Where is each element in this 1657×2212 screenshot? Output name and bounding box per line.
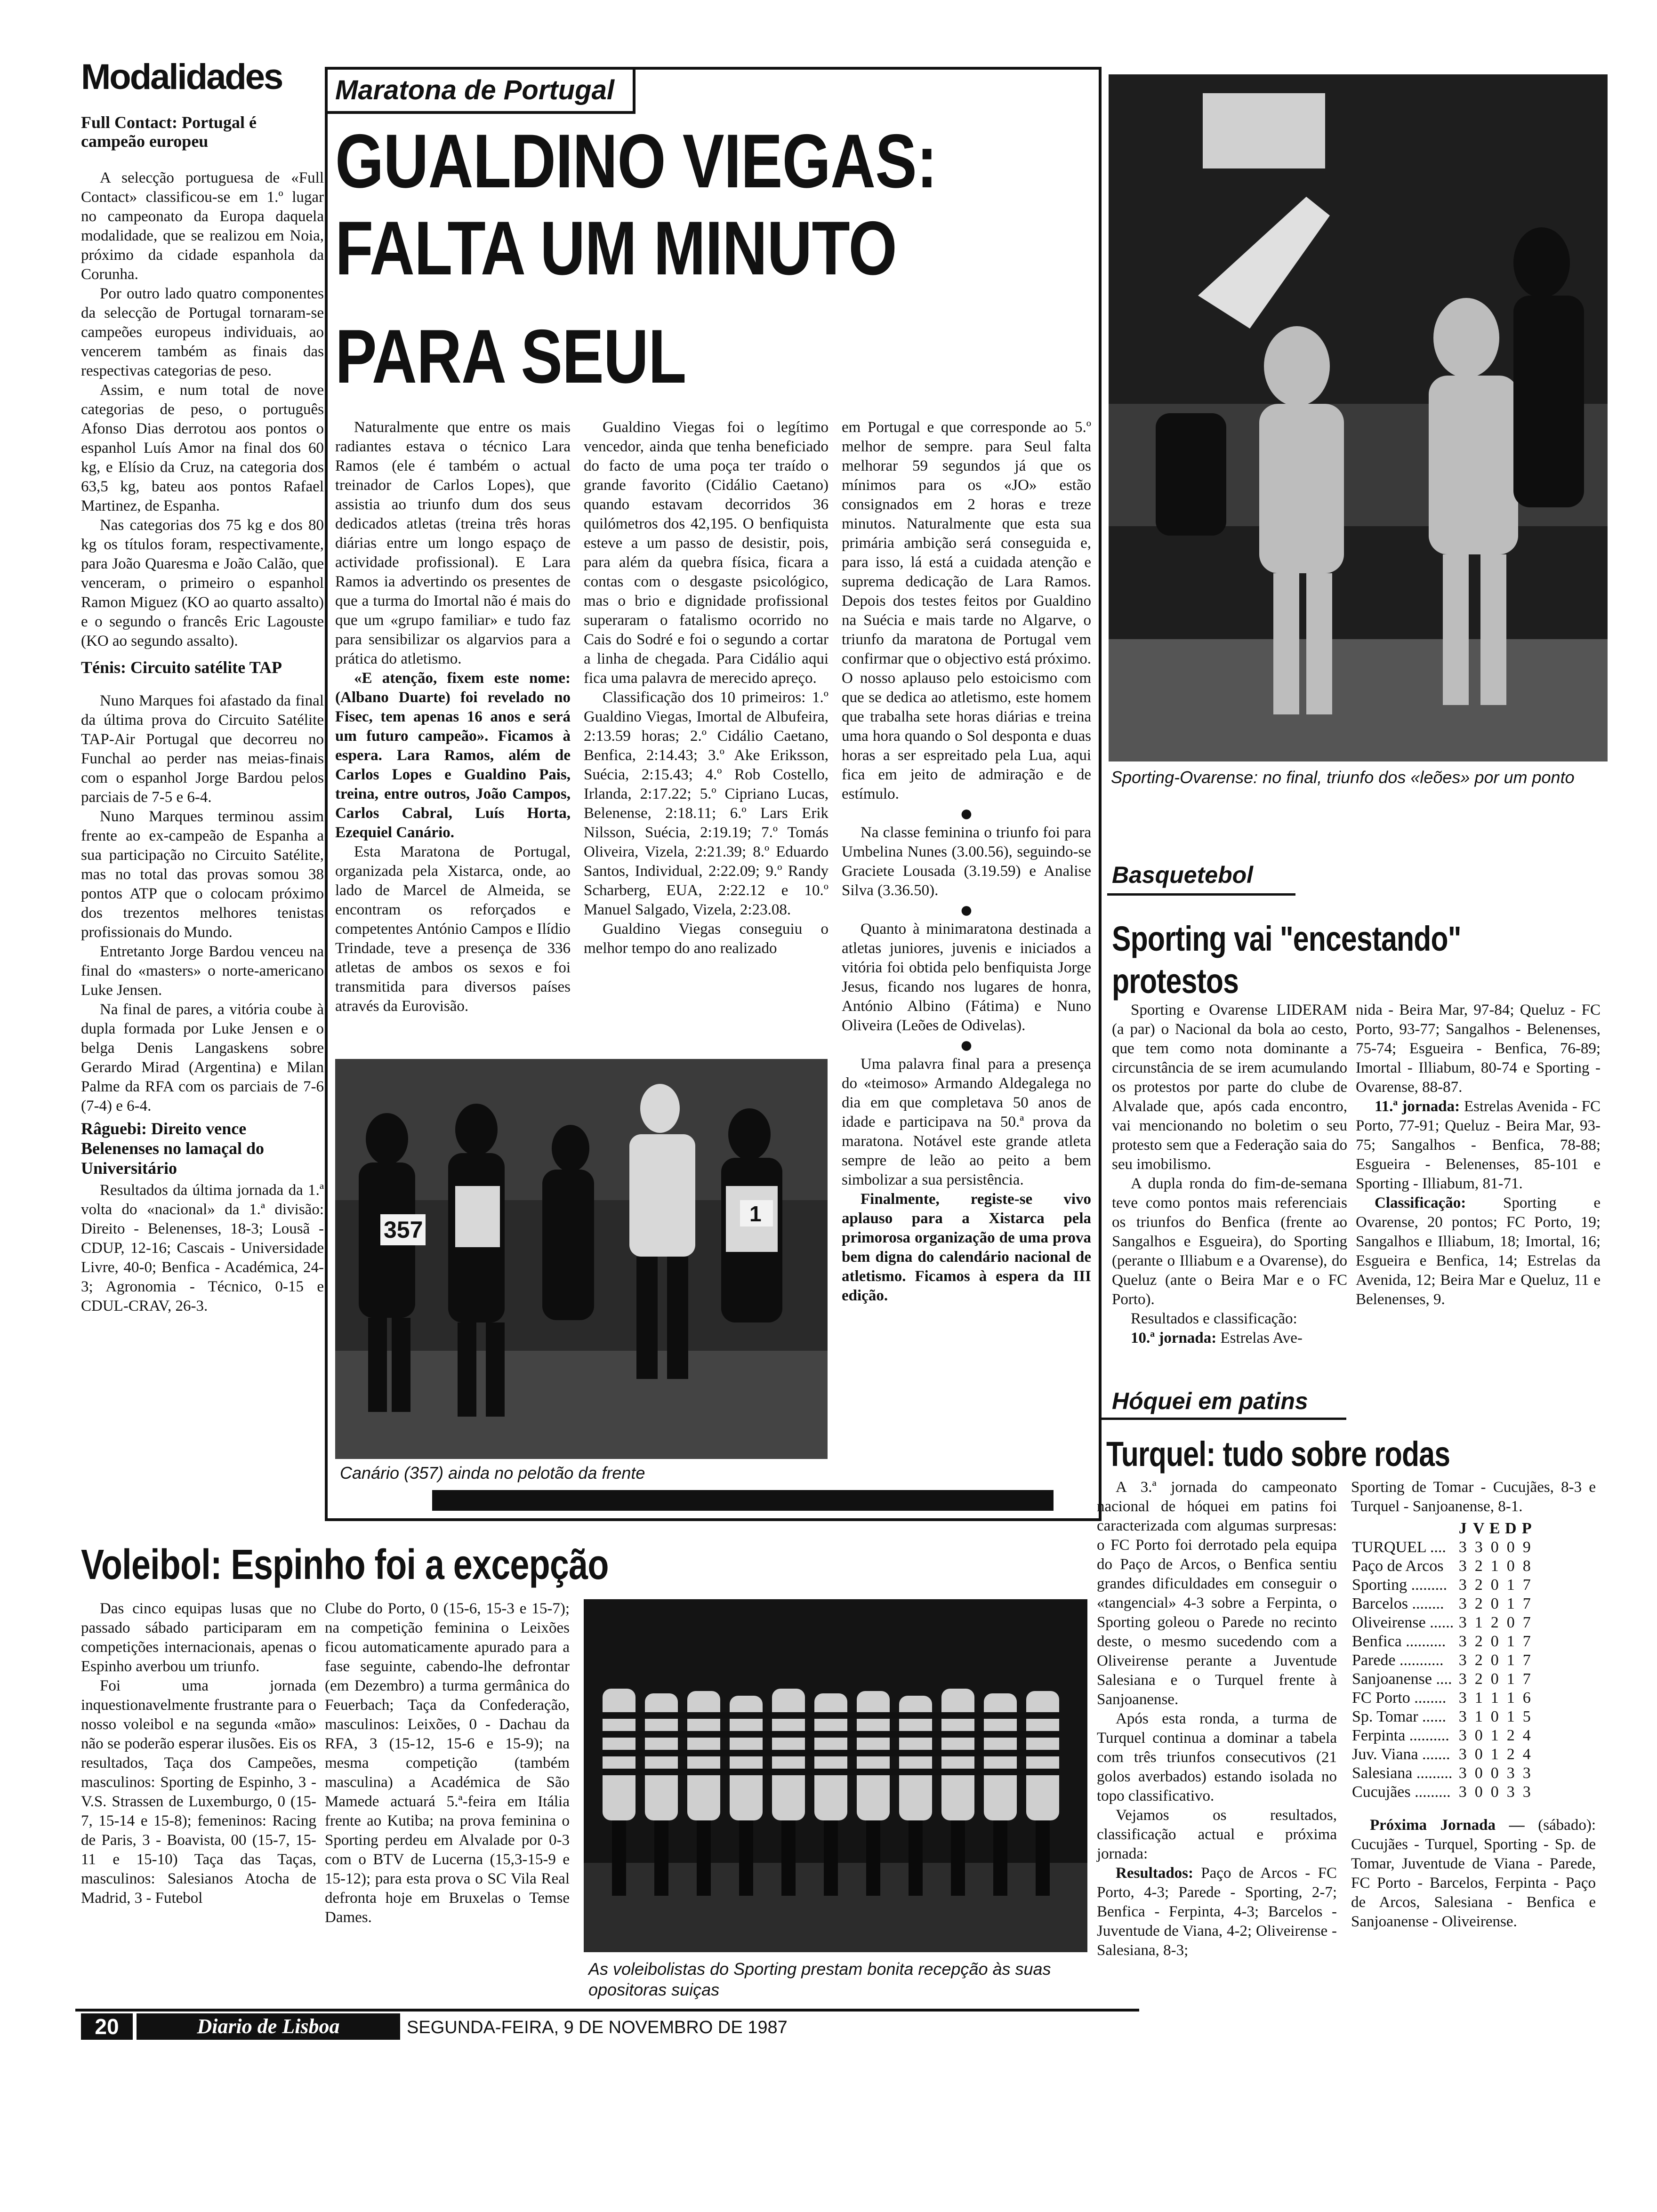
- stat-cell: 3: [1458, 1783, 1467, 1801]
- proxima-text: (sábado): Cucujães - Turquel, Sporting - Sp. de Tomar, Juventude de Viana - Parede, FC Porto - Barcelos, Ferpinta - Paço de Arcos, Salesiana - Benfica e Sanjoanense - Oliveirense.: [1351, 1817, 1596, 1930]
- table-row: [1351, 1764, 1535, 1783]
- left-column: [81, 113, 324, 1316]
- section-underline: [1107, 893, 1295, 896]
- table-header-row: [1351, 1519, 1535, 1538]
- paragraph: Após esta ronda, a turma de Turquel continua a dominar a tabela com três triunfos consecutivos (21 golos averbados) estando isolada no topo classificativo.: [1097, 1710, 1337, 1804]
- stat-cell: 3: [1522, 1783, 1531, 1801]
- team-name: Cucujães .........: [1352, 1783, 1451, 1801]
- stat-cell: 5: [1522, 1708, 1531, 1725]
- stat-cell: 0: [1490, 1576, 1499, 1594]
- paragraph: em Portugal e que corresponde ao 5.º melhor de sempre. para Seul falta melhorar 59 segundos já que os mínimos para os «JO» estão consignados em 2 horas e treze minutos. Naturalmente que esta sua primária ambição será conseguida e, para isso, lá está a cuidada atenção e suprema dedicação de Lara Ramos. Depois dos testes feitos por Gualdino na Suécia e mais tarde no Algarve, o triunfo da maratona de Portugal vem confirmar que o objectivo está próximo. O nosso aplauso pelo estoicismo com que se dedica ao atletismo, este homem que trabalha sete horas diárias e treina uma hora quando o Sol desponta e duas horas a ser espreitado pela Lua, aqui fica em jeito de admiração e de estímulo.: [842, 419, 1091, 802]
- issue-date: SEGUNDA-FEIRA, 9 DE NOVEMBRO DE 1987: [407, 2018, 788, 2037]
- stat-cell: 3: [1458, 1576, 1467, 1594]
- stat-cell: 6: [1522, 1689, 1531, 1707]
- table-row: [1351, 1651, 1535, 1670]
- stat-cell: 0: [1474, 1746, 1483, 1763]
- stat-cell: 0: [1474, 1727, 1483, 1744]
- stat-cell: 3: [1458, 1633, 1467, 1650]
- col-header: J: [1458, 1520, 1467, 1537]
- stat-cell: 2: [1506, 1746, 1515, 1763]
- stat-cell: 0: [1506, 1557, 1515, 1575]
- paragraph: Resultados e classificação:: [1131, 1310, 1297, 1327]
- paragraph: Por outro lado quatro componentes da selecção de Portugal tornaram-se campeões europeus individuais, ao vencerem também as finais das respectivas categorias de peso.: [81, 285, 324, 379]
- stat-cell: 7: [1522, 1595, 1531, 1612]
- paragraph: Nas categorias dos 75 kg e dos 80 kg os títulos foram, respectivamente, para João Quaresma e João Calão, que venceram, o primeiro o espanhol Ramon Miguez (KO ao quarto assalto) e o segundo o francês Eric Lagouste (KO ao segundo assalto).: [81, 517, 324, 649]
- fullcontact-heading: Full Contact: Portugal é campeão europeu: [81, 113, 257, 151]
- col-header: E: [1489, 1520, 1500, 1537]
- voleibol-photo: [584, 1599, 1087, 1952]
- section-hoquei: Hóquei em patins: [1112, 1388, 1308, 1414]
- section-modalidades: Modalidades: [81, 57, 282, 97]
- stat-cell: 1: [1474, 1708, 1483, 1725]
- stat-cell: 1: [1506, 1651, 1515, 1669]
- stat-cell: 9: [1522, 1539, 1531, 1556]
- stat-cell: 1: [1506, 1576, 1515, 1594]
- stat-cell: 3: [1458, 1746, 1467, 1763]
- paragraph: «E atenção, fixem este nome: (Albano Duarte) foi revelado no Fisec, tem apenas 16 anos e será um futuro campeão». Ficamos à espera. Lara Ramos, além de Carlos Lopes e Gualdino Pais, treina, entre outros, João Campos, Carlos Cabral, Luís Horta, Ezequiel Canário.: [335, 670, 571, 841]
- table-row: [1351, 1538, 1535, 1557]
- jornada-label: 10.ª jornada:: [1131, 1330, 1217, 1346]
- maratona-headline-2: FALTA UM MINUTO: [335, 206, 897, 291]
- basketball-col-1: [1112, 1001, 1347, 1348]
- stat-cell: 1: [1474, 1689, 1483, 1707]
- stat-cell: 0: [1490, 1783, 1499, 1801]
- section-underline: [1102, 1418, 1346, 1420]
- team-name: FC Porto ........: [1352, 1689, 1447, 1707]
- stat-cell: 0: [1474, 1764, 1483, 1782]
- stat-cell: 3: [1458, 1708, 1467, 1725]
- team-name: Barcelos ........: [1352, 1595, 1444, 1612]
- stat-cell: 2: [1474, 1633, 1483, 1650]
- stat-cell: 2: [1506, 1727, 1515, 1744]
- table-row: [1351, 1745, 1535, 1764]
- paragraph: Das cinco equipas lusas que no passado sábado participaram em competições internacionais, apenas o Espinho averbou um triunfo.: [81, 1600, 316, 1675]
- paragraph: Sporting de Tomar - Cucujães, 8-3 e Turquel - Sanjoanense, 8-1.: [1351, 1479, 1596, 1515]
- maratona-kicker: Maratona de Portugal: [335, 75, 614, 105]
- team-name: Juv. Viana .......: [1352, 1746, 1450, 1763]
- paragraph: nida - Beira Mar, 97-84; Queluz - FC Porto, 93-77; Sangalhos - Belenenses, 75-74; Esgueira - Benfica, 76-89; Imortal - Illiabum, 80-74 e Sporting - Ovarense, 88-87.: [1356, 1002, 1601, 1096]
- footer-rule: [75, 2009, 1139, 2012]
- stat-cell: 0: [1490, 1595, 1499, 1612]
- paragraph: Na final de pares, a vitória coube à dupla formada por Luke Jensen e o belga Denis Langaskens sobre Gerardo Mirad (Argentina) e Milan Palme da RFA com os parciais de 7-6 (7-4) e 6-4.: [81, 1001, 324, 1114]
- section-basquetebol: Basquetebol: [1112, 862, 1254, 888]
- paragraph: Gualdino Viegas foi o legítimo vencedor, ainda que tenha beneficiado do facto de uma poça ter traído o grande favorito (Cidálio Caetano) quando estavam decorridos 36 quilómetros dos 42,195. O benfiquista esteve a um passo de desistir, pois, para além da quebra física, ficara a contas com o desgaste psicológico, mas o brio e dignidade profissional superaram o fatalismo ocorrido no Cais do Sodré e foi o segundo a cortar a linha de chegada. Para Cidálio aqui fica uma palavra de merecido apreço.: [584, 419, 828, 687]
- paragraph: Naturalmente que entre os mais radiantes estava o técnico Lara Ramos (ele é também o actual treinador de Carlos Lopes), que assistia ao triunfo dum dos seus dedicados atletas (treina três horas diárias entre um longo espaço de actividade profissional). E Lara Ramos ia advertindo os presentes de que a turma do Imortal não é mais do que um «grupo familiar» e tudo faz para sensibilizar os algarvios para a prática do atletismo.: [335, 419, 571, 667]
- stat-cell: 1: [1490, 1557, 1499, 1575]
- page-number: 20: [81, 2013, 133, 2040]
- stat-cell: 3: [1506, 1783, 1515, 1801]
- table-row: [1351, 1783, 1535, 1802]
- team-name: Parede ...........: [1352, 1651, 1444, 1669]
- paragraph: Entretanto Jorge Bardou venceu na final do «masters» o norte-americano Luke Jensen.: [81, 943, 324, 999]
- stat-cell: 0: [1490, 1670, 1499, 1688]
- voleibol-photo-caption: As voleibolistas do Sporting prestam bonita recepção às suas opositoras suiças: [588, 1959, 1051, 1999]
- stat-cell: 3: [1458, 1764, 1467, 1782]
- paragraph: Finalmente, registe-se vivo aplauso para a Xistarca pela primorosa organização de uma prova bem digna do calendário nacional de atletismo. Ficamos à espera da III edição.: [842, 1191, 1091, 1304]
- paragraph: A dupla ronda do fim-de-semana teve como pontos mais referenciais os triunfos do Benfica (frente ao Sangalhos e Esgueira), do Sporting (perante o Illiabum e a Ovarense), do Queluz (ante o Beira Mar e o FC Porto).: [1112, 1175, 1347, 1308]
- team-name: Salesiana .........: [1352, 1764, 1453, 1782]
- stat-cell: 3: [1522, 1764, 1531, 1782]
- bullet-icon: ●: [959, 898, 973, 922]
- table-row: [1351, 1726, 1535, 1745]
- team-name: Sporting .........: [1352, 1576, 1448, 1594]
- basketball-photo-caption: Sporting-Ovarense: no final, triunfo dos «leões» por um ponto: [1111, 768, 1575, 787]
- proxima-label: Próxima Jornada —: [1370, 1817, 1525, 1834]
- stat-cell: 2: [1474, 1670, 1483, 1688]
- basketball-col-2: [1356, 1001, 1601, 1309]
- stat-cell: 1: [1506, 1595, 1515, 1612]
- stat-cell: 1: [1490, 1727, 1499, 1744]
- paragraph: Esta Maratona de Portugal, organizada pela Xistarca, onde, ao lado de Marcel de Almeida, se encontram os reforçados e competentes António Campos e Ilídio Trindade, teve a presença de 336 atletas de ambos os sexos e foi transmitida para diversos países através da Eurovisão.: [335, 843, 571, 1015]
- basketball-illustration: [1109, 74, 1608, 761]
- stat-cell: 4: [1522, 1727, 1531, 1744]
- stat-cell: 7: [1522, 1651, 1531, 1669]
- stat-cell: 3: [1458, 1539, 1467, 1556]
- marathon-photo: [335, 1059, 828, 1459]
- stat-cell: 1: [1506, 1689, 1515, 1707]
- maratona-headline-3: PARA SEUL: [335, 314, 686, 399]
- stat-cell: 1: [1474, 1614, 1483, 1631]
- paragraph: A 3.ª jornada do campeonato nacional de hóquei em patins foi caracterizada com algumas surpresas: o FC Porto foi derrotado pela equipa do Paço de Arcos, o Benfica sentiu grandes dificuldades em conseguir o «tangencial» 4-3 sobre a Ferpinta, o Sporting goleou o Parede no recinto deste, o mesmo sucedendo com a Oliveirense perante a Juventude Salesiana e o Turquel frente à Sanjoanense.: [1097, 1479, 1337, 1708]
- paragraph: Clube do Porto, 0 (15-6, 15-3 e 15-7); na competição feminina o Leixões ficou automaticamente apurado para a fase seguinte, cabendo-lhe defrontar (em Dezembro) a turma germânica do Feuerbach; Taça da Confederação, masculinos: Leixões, 0 - Dachau da RFA, 3 (15-12, 15-6 e 15-9); na mesma competição (também masculina) a Académica de São Mamede actuará 5.ª-feira em Itália frente ao Kutiba; na prova feminina o Sporting perdeu em Alvalade por 0-3 com o BTV de Lucerna (15,3-15-9 e 15-12); para esta prova o SC Vila Real defronta hoje em Bruxelas o Temse Dames.: [325, 1600, 570, 1926]
- stat-cell: 0: [1490, 1651, 1499, 1669]
- paragraph: Assim, e num total de nove categorias de peso, o português Afonso Dias derrotou aos pontos o espanhol Luís Amor na final dos 60 kg, e Elísio da Cruz, na categoria dos 63,5 kg, bateu aos pontos Rafael Martinez, de Espanha.: [81, 382, 324, 514]
- stat-cell: 3: [1458, 1557, 1467, 1575]
- jornada-label: 11.ª jornada:: [1375, 1098, 1460, 1115]
- col-header: P: [1521, 1520, 1532, 1537]
- results-label: Resultados:: [1116, 1865, 1194, 1882]
- jornada-text: Estrelas Avenida - FC Porto, 77-91; Queluz - Beira Mar, 93-75; Sangalhos - Benfica, 78-88; Esgueira - Belenenses, 85-101 e Sporting - Illiabum, 81-71.: [1356, 1098, 1601, 1192]
- paragraph: Uma palavra final para a presença do «teimoso» Armando Aldegalega no dia em que completava 50 anos de idade e participava na 50.ª prova da maratona. Notável este grande atleta sempre de leão ao peito a bem simbolizar a sua persistência.: [842, 1056, 1091, 1188]
- stat-cell: 7: [1522, 1670, 1531, 1688]
- maratona-col-3: [842, 418, 1091, 1306]
- paragraph: Vejamos os resultados, classificação actual e próxima jornada:: [1097, 1807, 1337, 1862]
- stat-cell: 2: [1474, 1595, 1483, 1612]
- stat-cell: 2: [1474, 1651, 1483, 1669]
- stat-cell: 3: [1506, 1764, 1515, 1782]
- basketball-headline: Sporting vai "encestando" protestos: [1112, 919, 1461, 1001]
- stat-cell: 1: [1506, 1633, 1515, 1650]
- team-name: Sp. Tomar ......: [1352, 1708, 1447, 1725]
- stat-cell: 2: [1474, 1576, 1483, 1594]
- paragraph: Classificação dos 10 primeiros: 1.º Gualdino Viegas, Imortal de Albufeira, 2:13.59 horas; 2.º Cidálio Caetano, Benfica, 2:14.43; 3.º Ake Eriksson, Suécia, 2:15.43; 4.º Rob Costello, Irlanda, 2:17.22; 5.º Cipriano Lucas, Belenense, 2:18.11; 6.º Lars Erik Nilsson, Suécia, 2:19.19; 7.º Tomás Oliveira, Vizela, 2:21.39; 8.º Eduardo Santos, Individual, 2:22.09; 9.º Randy Scharberg, EUA, 2:22.12 e 10.º Manuel Salgado, Vizela, 2:23.08.: [584, 689, 828, 918]
- table-row: [1351, 1613, 1535, 1632]
- paragraph: Sporting e Ovarense LIDERAM (a par) o Nacional da bola ao cesto, que tem como nota dominante a circunstância de se irem acumulando os protestos por parte do clube de Alvalade que, após cada encontro, vai mencionando no boletim o seu protesto sem que a Federação saia do seu imobilismo.: [1112, 1002, 1347, 1173]
- stat-cell: 8: [1522, 1557, 1531, 1575]
- stat-cell: 7: [1522, 1614, 1531, 1631]
- hoquei-headline: Turquel: tudo sobre rodas: [1106, 1435, 1450, 1474]
- maratona-col-2: [584, 418, 828, 958]
- paragraph: Nuno Marques terminou assim frente ao ex-campeão de Espanha a sua participação no Circuito Satélite, mas no total das provas somou 38 pontos ATP que o colocam próximo dos trezentos melhores tenistas profissionais do Mundo.: [81, 808, 324, 941]
- table-row: [1351, 1689, 1535, 1707]
- col-header: D: [1504, 1520, 1517, 1537]
- team-name: TURQUEL ....: [1352, 1539, 1446, 1556]
- stat-cell: 0: [1490, 1708, 1499, 1725]
- hoquei-col-2: [1351, 1478, 1596, 1931]
- standings-body: [1351, 1538, 1535, 1802]
- stat-cell: 3: [1458, 1595, 1467, 1612]
- paragraph: Quanto à minimaratona destinada a atletas juniores, juvenis e iniciados a vitória foi obtida pelo benfiquista Jorge Jesus, ficando nos lugares de honra, António Albino (Fátima) e Nuno Oliveira (Leões de Odivelas).: [842, 921, 1091, 1034]
- bullet-icon: ●: [959, 801, 973, 826]
- paragraph: A selecção portuguesa de «Full Contact» classificou-se em 1.º lugar no campeonato da Europa daquela modalidade, que se realizou em Noia, próximo da cidade espanhola da Corunha.: [81, 169, 324, 283]
- team-name: Sanjoanense ....: [1352, 1670, 1452, 1688]
- paragraph: Na classe feminina o triunfo foi para Umbelina Nunes (3.00.56), seguindo-se Graciete Lousada (3.19.59) e Analise Silva (3.36.50).: [842, 824, 1091, 899]
- stat-cell: 0: [1506, 1539, 1515, 1556]
- hoquei-standings-table: [1351, 1519, 1535, 1802]
- team-name: Paço de Arcos: [1352, 1557, 1444, 1575]
- tenis-heading: Ténis: Circuito satélite TAP: [81, 658, 282, 677]
- basketball-photo: [1109, 74, 1608, 761]
- voleibol-headline: Voleibol: Espinho foi a excepção: [81, 1541, 609, 1588]
- paragraph: Resultados da última jornada da 1.ª volta do «nacional» da 1.ª divisão: Direito - Belenenses, 18-3; Lousã - CDUP, 12-16; Cascais - Universidade Livre, 40-0; Benfica - Académica, 24-3; Agronomia - Técnico, 0-15 e CDUL-CRAV, 26-3.: [81, 1182, 324, 1314]
- stat-cell: 7: [1522, 1576, 1531, 1594]
- stat-cell: 3: [1458, 1651, 1467, 1669]
- table-row: [1351, 1632, 1535, 1651]
- col-header: V: [1472, 1520, 1485, 1537]
- jornada-text: Estrelas Ave-: [1220, 1330, 1303, 1346]
- stat-cell: 3: [1458, 1727, 1467, 1744]
- stat-cell: 3: [1458, 1614, 1467, 1631]
- table-row: [1351, 1576, 1535, 1595]
- volleyball-team-illustration: [584, 1599, 1087, 1952]
- stat-cell: 1: [1506, 1708, 1515, 1725]
- stat-cell: 3: [1458, 1689, 1467, 1707]
- stat-cell: 0: [1490, 1633, 1499, 1650]
- table-row: [1351, 1557, 1535, 1576]
- hoquei-col-1: [1097, 1478, 1337, 1960]
- paragraph: Foi uma jornada inquestionavelmente frustrante para o nosso voleibol e na segunda «mão» não se poderão esperar ilusões. Eis os resultados, Taça dos Campeões, masculinos: Sporting de Espinho, 3 - V.S. Strassen de Luxemburgo, 0 (15-7, 15-14 e 15-8); femeninos: Racing de Paris, 3 - Boavista, 00 (15-7, 15-11 e 15-10) Taça das Taças, masculinos: Salesianos Atocha de Madrid, 3 - Futebol: [81, 1677, 316, 1907]
- stat-cell: 1: [1506, 1670, 1515, 1688]
- maratona-col-1: [335, 418, 571, 1016]
- paragraph: Nuno Marques foi afastado da final da última prova do Circuito Satélite TAP-Air Portugal que decorreu no Funchal ao perder nas meias-finais com o espanhol Jorge Bardou pelos parciais de 7-5 e 6-4.: [81, 692, 324, 806]
- team-name: Benfica ..........: [1352, 1633, 1446, 1650]
- raguebi-body: [81, 1181, 324, 1316]
- masthead-logo: Diario de Lisboa: [137, 2013, 400, 2040]
- stat-cell: 0: [1474, 1783, 1483, 1801]
- stat-cell: 4: [1522, 1746, 1531, 1763]
- table-row: [1351, 1670, 1535, 1689]
- classification-label: Classificação:: [1375, 1194, 1466, 1211]
- bullet-icon: ●: [959, 1033, 973, 1058]
- paragraph: Gualdino Viegas conseguiu o melhor tempo do ano realizado: [584, 921, 828, 957]
- stat-cell: 2: [1490, 1614, 1499, 1631]
- stat-cell: 1: [1490, 1689, 1499, 1707]
- bib-number-357: 357: [384, 1217, 423, 1243]
- team-name: Ferpinta ..........: [1352, 1727, 1449, 1744]
- stat-cell: 1: [1490, 1746, 1499, 1763]
- black-bar: [432, 1490, 1054, 1511]
- stat-cell: 7: [1522, 1633, 1531, 1650]
- tenis-body: [81, 691, 324, 1116]
- fullcontact-body: [81, 168, 324, 651]
- results-text: Paço de Arcos - FC Porto, 4-3; Parede - Sporting, 2-7; Benfica - Ferpinta, 4-3; Barcelos - Juventude de Viana, 4-2; Oliveirense - Salesiana, 8-3;: [1097, 1865, 1337, 1959]
- team-name: Oliveirense ......: [1352, 1614, 1454, 1631]
- voleibol-col-1: [81, 1599, 316, 1908]
- maratona-headline-1: GUALDINO VIEGAS:: [335, 119, 937, 204]
- stat-cell: 0: [1506, 1614, 1515, 1631]
- classification-text: Sporting e Ovarense, 20 pontos; FC Porto, 19; Sangalhos e Illiabum, 18; Imortal, 16; Esgueira e Benfica, 14; Estrelas da Avenida, 12; Beira Mar e Queluz, 11 e Belenenses, 9.: [1356, 1194, 1601, 1308]
- marathon-photo-caption: Canário (357) ainda no pelotão da frente: [340, 1463, 645, 1483]
- bib-number-1: 1: [749, 1202, 762, 1226]
- runners-illustration: [335, 1059, 828, 1459]
- voleibol-col-2: [325, 1599, 570, 1927]
- stat-cell: 0: [1490, 1764, 1499, 1782]
- stat-cell: 3: [1458, 1670, 1467, 1688]
- raguebi-heading: Râguebi: Direito vence Belenenses no lamaçal do Universitário: [81, 1119, 265, 1178]
- stat-cell: 2: [1474, 1557, 1483, 1575]
- stat-cell: 3: [1474, 1539, 1483, 1556]
- stat-cell: 0: [1490, 1539, 1499, 1556]
- table-row: [1351, 1595, 1535, 1613]
- table-row: [1351, 1707, 1535, 1726]
